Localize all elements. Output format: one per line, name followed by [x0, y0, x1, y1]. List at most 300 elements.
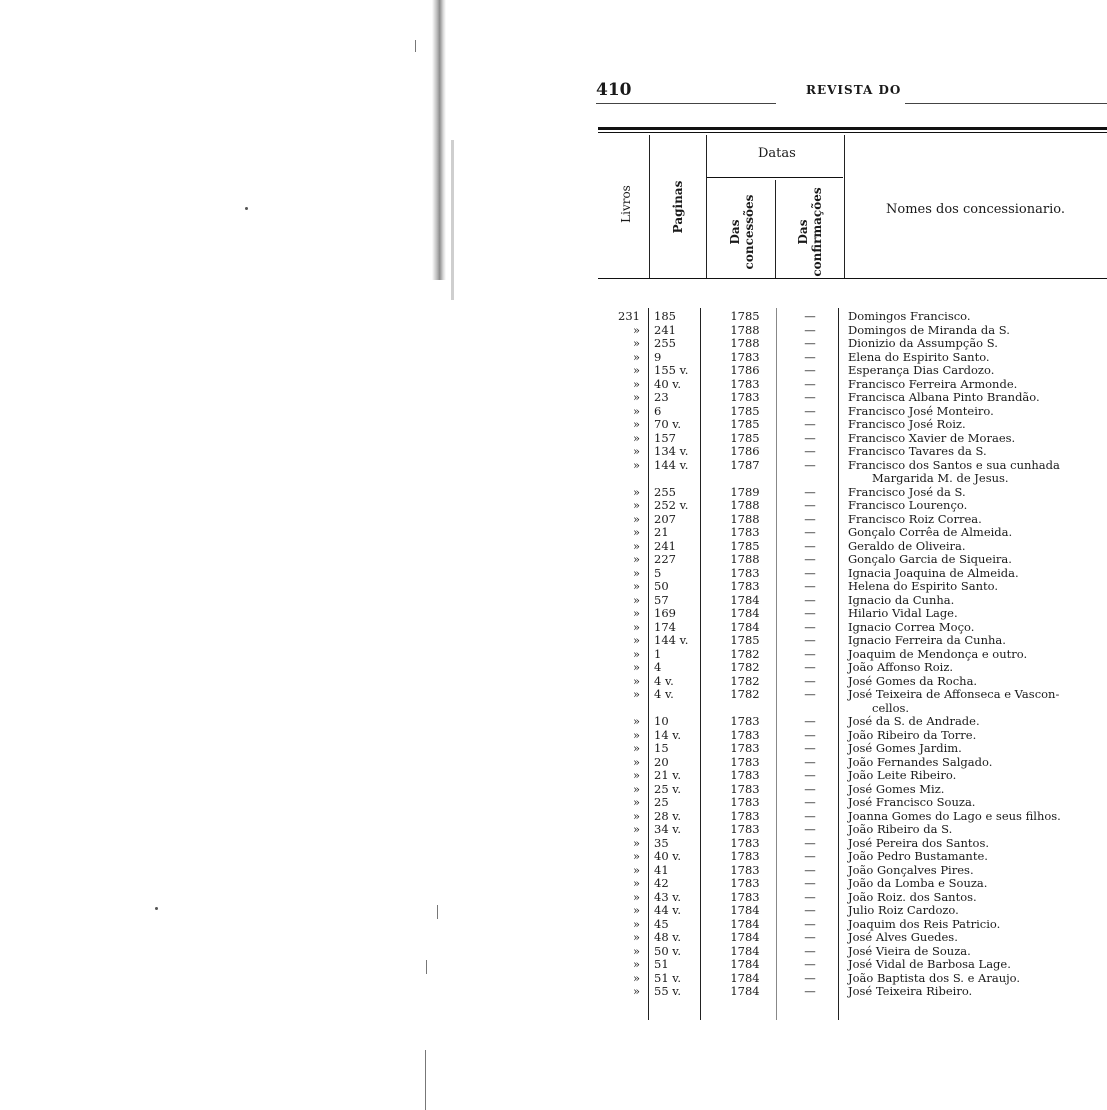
- table-row: [0, 864, 1107, 878]
- table-row: [0, 310, 1107, 324]
- cell-nome: José Gomes da Rocha.: [848, 673, 978, 688]
- table-row: [0, 607, 1107, 621]
- header-paginas: Paginas: [671, 180, 685, 234]
- cell-ano: 1783: [730, 376, 760, 391]
- cell-livro: »: [632, 768, 640, 782]
- cell-nome: Francisco Xavier de Moraes.: [848, 430, 1016, 445]
- cell-ano: 1784: [730, 916, 760, 931]
- cell-nome: José Vidal de Barbosa Lage.: [848, 957, 1011, 971]
- cell-nome-continuation: cellos.: [872, 700, 910, 715]
- cell-ano: 1783: [730, 808, 760, 823]
- cell-livro: »: [632, 687, 640, 701]
- cell-confirmacao: —: [804, 444, 816, 458]
- scan-gutter-line: [451, 140, 454, 300]
- cell-pagina: 25 v.: [654, 781, 682, 796]
- cell-nome: Julio Roiz Cardozo.: [848, 903, 959, 917]
- cell-ano: 1785: [730, 403, 760, 418]
- cell-ano: 1783: [730, 727, 760, 742]
- cell-pagina: 21: [654, 525, 669, 539]
- cell-livro: »: [632, 646, 640, 661]
- cell-nome: Gonçalo Garcia de Siqueira.: [848, 552, 1012, 566]
- cell-pagina: 4 v.: [654, 673, 674, 688]
- cell-confirmacao: —: [804, 714, 816, 728]
- table-row: [0, 378, 1107, 392]
- cell-ano: 1783: [730, 781, 760, 796]
- cell-nome: João da Lomba e Souza.: [848, 876, 988, 890]
- cell-pagina: 255: [654, 336, 676, 350]
- header-livros: Livros: [619, 185, 633, 223]
- table-row: [0, 904, 1107, 918]
- cell-ano: 1784: [730, 903, 760, 917]
- cell-nome: Francisco José Roiz.: [848, 417, 966, 431]
- cell-confirmacao: —: [804, 903, 816, 917]
- table-row: [0, 715, 1107, 729]
- cell-ano: 1784: [730, 984, 760, 998]
- cell-pagina: 1: [654, 646, 662, 661]
- cell-pagina: 14 v.: [654, 727, 682, 742]
- table-row: [0, 580, 1107, 594]
- cell-pagina: 43 v.: [654, 889, 682, 904]
- cell-livro: »: [632, 741, 640, 755]
- cell-ano: 1784: [730, 957, 760, 971]
- cell-nome: Ignacio Correa Moço.: [848, 619, 975, 634]
- cell-confirmacao: —: [804, 484, 816, 499]
- col-divider-concessoes: [775, 180, 776, 278]
- cell-livro: »: [632, 349, 640, 364]
- table-row: [0, 918, 1107, 932]
- cell-livro: »: [632, 403, 640, 418]
- cell-ano: 1783: [730, 579, 760, 593]
- cell-nome: José Teixeira de Affonseca e Vascon-: [848, 687, 1060, 701]
- cell-ano: 1788: [730, 552, 760, 566]
- cell-ano: 1783: [730, 390, 760, 404]
- cell-ano: 1782: [730, 646, 760, 661]
- cell-nome: Hilario Vidal Lage.: [848, 606, 958, 620]
- cell-ano: 1783: [730, 754, 760, 769]
- cell-livro: »: [632, 957, 640, 971]
- cell-nome: José Vieira de Souza.: [848, 943, 971, 958]
- cell-nome: Francisco José da S.: [848, 484, 966, 499]
- cell-ano: 1786: [730, 363, 760, 377]
- cell-confirmacao: —: [804, 889, 816, 904]
- cell-livro: »: [632, 903, 640, 917]
- cell-ano: 1788: [730, 336, 760, 350]
- cell-livro: »: [632, 363, 640, 377]
- cell-nome: Francisco dos Santos e sua cunhada: [848, 457, 1060, 472]
- cell-nome: José Pereira dos Santos.: [848, 835, 989, 850]
- cell-ano: 1782: [730, 673, 760, 688]
- cell-confirmacao: —: [804, 835, 816, 850]
- cell-nome: Helena do Espirito Santo.: [848, 579, 999, 593]
- header-bottom-rule: [598, 278, 1107, 279]
- cell-ano: 1783: [730, 768, 760, 782]
- cell-confirmacao: —: [804, 525, 816, 539]
- table-row: [0, 661, 1107, 675]
- cell-confirmacao: —: [804, 970, 816, 985]
- cell-confirmacao: —: [804, 390, 816, 404]
- cell-pagina: 174: [654, 619, 676, 634]
- cell-pagina: 207: [654, 511, 676, 526]
- cell-pagina: 6: [654, 403, 662, 418]
- cell-livro: »: [632, 660, 640, 674]
- cell-nome: Francisco Roiz Correa.: [848, 511, 982, 526]
- cell-nome: Elena do Espirito Santo.: [848, 349, 990, 364]
- cell-confirmacao: —: [804, 741, 816, 755]
- table-row: [0, 324, 1107, 338]
- cell-nome: José Alves Guedes.: [848, 930, 958, 944]
- cell-nome: José Teixeira Ribeiro.: [848, 984, 973, 998]
- cell-ano: 1788: [730, 498, 760, 512]
- cell-ano: 1783: [730, 795, 760, 809]
- cell-livro: »: [632, 525, 640, 539]
- scan-gutter-shadow: [432, 0, 446, 280]
- cell-livro: »: [632, 552, 640, 566]
- table-row: [0, 985, 1107, 999]
- col-divider-livros: [649, 135, 650, 278]
- cell-confirmacao: —: [804, 808, 816, 823]
- cell-livro: »: [632, 889, 640, 904]
- cell-nome: João Ribeiro da Torre.: [848, 727, 977, 742]
- cell-pagina: 28 v.: [654, 808, 682, 823]
- cell-confirmacao: —: [804, 376, 816, 391]
- cell-livro: »: [632, 430, 640, 445]
- cell-nome: Ignacio Ferreira da Cunha.: [848, 633, 1006, 647]
- cell-pagina: 155 v.: [654, 363, 689, 377]
- header-nomes: Nomes dos concessionario.: [886, 202, 1065, 217]
- cell-pagina: 45: [654, 916, 669, 931]
- cell-pagina: 252 v.: [654, 498, 689, 512]
- cell-confirmacao: —: [804, 943, 816, 958]
- scan-mark: [415, 40, 416, 52]
- cell-confirmacao: —: [804, 322, 816, 337]
- cell-nome: João Affonso Roiz.: [848, 660, 954, 674]
- table-row: [0, 499, 1107, 513]
- cell-pagina: 34 v.: [654, 822, 682, 836]
- cell-ano: 1783: [730, 714, 760, 728]
- cell-pagina: 255: [654, 484, 676, 499]
- cell-ano: 1788: [730, 322, 760, 337]
- cell-livro: »: [632, 673, 640, 688]
- table-top-rule: [598, 127, 1107, 130]
- table-row: [0, 769, 1107, 783]
- cell-pagina: 51 v.: [654, 970, 682, 985]
- cell-nome: José da S. de Andrade.: [848, 714, 980, 728]
- col-divider-paginas: [706, 135, 707, 278]
- table-row: [0, 688, 1107, 702]
- cell-ano: 1785: [730, 430, 760, 445]
- table-row: [0, 567, 1107, 581]
- cell-ano: 1783: [730, 822, 760, 836]
- cell-pagina: 57: [654, 592, 669, 607]
- cell-livro: 231: [618, 309, 640, 323]
- table-row: [0, 391, 1107, 405]
- cell-confirmacao: —: [804, 957, 816, 971]
- scan-mark: [425, 1050, 426, 1110]
- cell-confirmacao: —: [804, 552, 816, 566]
- cell-pagina: 48 v.: [654, 930, 682, 944]
- header-datas: Datas: [758, 146, 796, 161]
- table-row: [0, 594, 1107, 608]
- table-row: [0, 337, 1107, 351]
- table-row: [0, 810, 1107, 824]
- cell-ano: 1785: [730, 417, 760, 431]
- table-row: [0, 621, 1107, 635]
- cell-ano: 1789: [730, 484, 760, 499]
- table-row: [0, 526, 1107, 540]
- cell-confirmacao: —: [804, 687, 816, 701]
- cell-pagina: 185: [654, 309, 676, 323]
- table-row: [0, 364, 1107, 378]
- cell-livro: »: [632, 322, 640, 337]
- cell-pagina: 23: [654, 390, 669, 404]
- cell-livro: »: [632, 579, 640, 593]
- cell-ano: 1782: [730, 660, 760, 674]
- table-row: [0, 850, 1107, 864]
- cell-confirmacao: —: [804, 727, 816, 742]
- cell-nome: José Gomes Miz.: [848, 781, 945, 796]
- cell-ano: 1784: [730, 606, 760, 620]
- cell-livro: »: [632, 633, 640, 647]
- table-row: [0, 405, 1107, 419]
- scan-speck: [245, 207, 248, 210]
- cell-confirmacao: —: [804, 822, 816, 836]
- cell-pagina: 4 v.: [654, 687, 674, 701]
- cell-nome: João Gonçalves Pires.: [848, 862, 974, 877]
- cell-livro: »: [632, 619, 640, 634]
- cell-ano: 1784: [730, 943, 760, 958]
- cell-confirmacao: —: [804, 565, 816, 580]
- cell-livro: »: [632, 498, 640, 512]
- cell-confirmacao: —: [804, 417, 816, 431]
- table-row: [0, 742, 1107, 756]
- cell-confirmacao: —: [804, 511, 816, 526]
- cell-pagina: 21 v.: [654, 768, 682, 782]
- header-das-confirmacoes: Das confirmações: [796, 187, 824, 277]
- cell-ano: 1787: [730, 457, 760, 472]
- cell-livro: »: [632, 417, 640, 431]
- cell-pagina: 55 v.: [654, 984, 682, 998]
- cell-pagina: 50: [654, 579, 669, 593]
- cell-nome: João Ribeiro da S.: [848, 822, 953, 836]
- cell-pagina: 144 v.: [654, 633, 689, 647]
- cell-pagina: 134 v.: [654, 444, 689, 458]
- cell-confirmacao: —: [804, 633, 816, 647]
- cell-nome: João Pedro Bustamante.: [848, 849, 988, 863]
- cell-livro: »: [632, 916, 640, 931]
- cell-ano: 1783: [730, 349, 760, 364]
- cell-ano: 1783: [730, 741, 760, 755]
- cell-livro: »: [632, 376, 640, 391]
- cell-ano: 1784: [730, 619, 760, 634]
- table-row: [0, 445, 1107, 459]
- table-row: [0, 486, 1107, 500]
- cell-ano: 1783: [730, 876, 760, 890]
- cell-nome: Domingos Francisco.: [848, 309, 971, 323]
- table-row: [0, 823, 1107, 837]
- table-row: [0, 553, 1107, 567]
- cell-livro: »: [632, 606, 640, 620]
- cell-livro: »: [632, 714, 640, 728]
- cell-nome: Esperança Dias Cardozo.: [848, 363, 995, 377]
- cell-ano: 1785: [730, 633, 760, 647]
- cell-pagina: 20: [654, 754, 669, 769]
- cell-confirmacao: —: [804, 498, 816, 512]
- cell-confirmacao: —: [804, 309, 816, 323]
- cell-pagina: 40 v.: [654, 376, 682, 391]
- cell-livro: »: [632, 457, 640, 472]
- cell-pagina: 227: [654, 552, 676, 566]
- cell-ano: 1783: [730, 889, 760, 904]
- cell-livro: »: [632, 511, 640, 526]
- table-row: [0, 945, 1107, 959]
- cell-pagina: 144 v.: [654, 457, 689, 472]
- table-row: [0, 729, 1107, 743]
- cell-confirmacao: —: [804, 673, 816, 688]
- cell-livro: »: [632, 970, 640, 985]
- cell-livro: »: [632, 727, 640, 742]
- cell-nome: João Baptista dos S. e Araujo.: [848, 970, 1021, 985]
- table-row: [0, 634, 1107, 648]
- table-row: [0, 432, 1107, 446]
- cell-confirmacao: —: [804, 849, 816, 863]
- cell-nome: Francisco Tavares da S.: [848, 444, 987, 458]
- table-row: [0, 877, 1107, 891]
- cell-ano: 1784: [730, 930, 760, 944]
- cell-livro: »: [632, 808, 640, 823]
- cell-ano: 1785: [730, 538, 760, 553]
- cell-pagina: 169: [654, 606, 676, 620]
- cell-confirmacao: —: [804, 430, 816, 445]
- cell-pagina: 51: [654, 957, 669, 971]
- cell-confirmacao: —: [804, 403, 816, 418]
- cell-confirmacao: —: [804, 349, 816, 364]
- cell-nome: Francisca Albana Pinto Brandão.: [848, 390, 1040, 404]
- cell-confirmacao: —: [804, 862, 816, 877]
- cell-nome: João Roiz. dos Santos.: [848, 889, 977, 904]
- cell-livro: »: [632, 781, 640, 796]
- cell-ano: 1783: [730, 525, 760, 539]
- table-row-continuation: [0, 472, 1107, 486]
- cell-livro: »: [632, 336, 640, 350]
- cell-pagina: 41: [654, 862, 669, 877]
- cell-ano: 1786: [730, 444, 760, 458]
- table-row: [0, 972, 1107, 986]
- cell-nome-continuation: Margarida M. de Jesus.: [872, 471, 1009, 485]
- cell-confirmacao: —: [804, 795, 816, 809]
- header-das-concessoes: Das concessões: [728, 194, 756, 270]
- cell-livro: »: [632, 876, 640, 890]
- table-row: [0, 756, 1107, 770]
- cell-ano: 1783: [730, 849, 760, 863]
- table-row: [0, 418, 1107, 432]
- cell-nome: José Gomes Jardim.: [848, 741, 962, 755]
- cell-confirmacao: —: [804, 781, 816, 796]
- cell-livro: »: [632, 984, 640, 998]
- cell-pagina: 44 v.: [654, 903, 682, 917]
- cell-nome: Joaquim de Mendonça e outro.: [848, 646, 1028, 661]
- cell-livro: »: [632, 795, 640, 809]
- cell-confirmacao: —: [804, 930, 816, 944]
- cell-nome: Joanna Gomes do Lago e seus filhos.: [848, 808, 1061, 823]
- cell-nome: Domingos de Miranda da S.: [848, 322, 1010, 337]
- header-rule-left: [596, 103, 776, 104]
- cell-pagina: 50 v.: [654, 943, 682, 958]
- cell-pagina: 157: [654, 430, 676, 445]
- cell-nome: João Leite Ribeiro.: [848, 768, 957, 782]
- cell-ano: 1783: [730, 835, 760, 850]
- cell-pagina: 35: [654, 835, 669, 850]
- page-number: 410: [596, 80, 632, 100]
- cell-nome: Ignacio da Cunha.: [848, 592, 955, 607]
- cell-pagina: 42: [654, 876, 669, 890]
- cell-confirmacao: —: [804, 592, 816, 607]
- cell-pagina: 40 v.: [654, 849, 682, 863]
- cell-nome: Gonçalo Corrêa de Almeida.: [848, 525, 1013, 539]
- cell-confirmacao: —: [804, 606, 816, 620]
- cell-nome: Joaquim dos Reis Patricio.: [848, 916, 1001, 931]
- cell-livro: »: [632, 754, 640, 769]
- cell-confirmacao: —: [804, 538, 816, 553]
- table-row: [0, 540, 1107, 554]
- table-top-rule-thin: [598, 132, 1107, 133]
- table-body: [0, 310, 1107, 999]
- table-row: [0, 837, 1107, 851]
- cell-ano: 1784: [730, 592, 760, 607]
- cell-nome: Dionizio da Assumpção S.: [848, 336, 998, 350]
- table-row: [0, 796, 1107, 810]
- cell-confirmacao: —: [804, 876, 816, 890]
- cell-nome: José Francisco Souza.: [848, 795, 976, 809]
- header-rule-right: [905, 103, 1107, 104]
- cell-livro: »: [632, 943, 640, 958]
- cell-confirmacao: —: [804, 984, 816, 998]
- table-row: [0, 931, 1107, 945]
- table-row-continuation: [0, 702, 1107, 716]
- cell-ano: 1783: [730, 565, 760, 580]
- cell-ano: 1785: [730, 309, 760, 323]
- cell-livro: »: [632, 565, 640, 580]
- cell-nome: Ignacia Joaquina de Almeida.: [848, 565, 1019, 580]
- table-row: [0, 891, 1107, 905]
- cell-livro: »: [632, 835, 640, 850]
- cell-livro: »: [632, 592, 640, 607]
- cell-confirmacao: —: [804, 457, 816, 472]
- table-row: [0, 958, 1107, 972]
- cell-nome: João Fernandes Salgado.: [848, 754, 993, 769]
- cell-livro: »: [632, 849, 640, 863]
- cell-pagina: 10: [654, 714, 669, 728]
- cell-ano: 1783: [730, 862, 760, 877]
- cell-confirmacao: —: [804, 660, 816, 674]
- table-row: [0, 459, 1107, 473]
- cell-confirmacao: —: [804, 336, 816, 350]
- cell-pagina: 25: [654, 795, 669, 809]
- cell-livro: »: [632, 484, 640, 499]
- cell-pagina: 4: [654, 660, 662, 674]
- col-divider-datas: [844, 135, 845, 278]
- cell-confirmacao: —: [804, 646, 816, 661]
- cell-ano: 1782: [730, 687, 760, 701]
- cell-ano: 1784: [730, 970, 760, 985]
- cell-confirmacao: —: [804, 768, 816, 782]
- cell-nome: Francisco José Monteiro.: [848, 403, 994, 418]
- cell-livro: »: [632, 862, 640, 877]
- cell-confirmacao: —: [804, 916, 816, 931]
- table-row: [0, 351, 1107, 365]
- cell-confirmacao: —: [804, 363, 816, 377]
- cell-livro: »: [632, 538, 640, 553]
- cell-pagina: 241: [654, 538, 676, 553]
